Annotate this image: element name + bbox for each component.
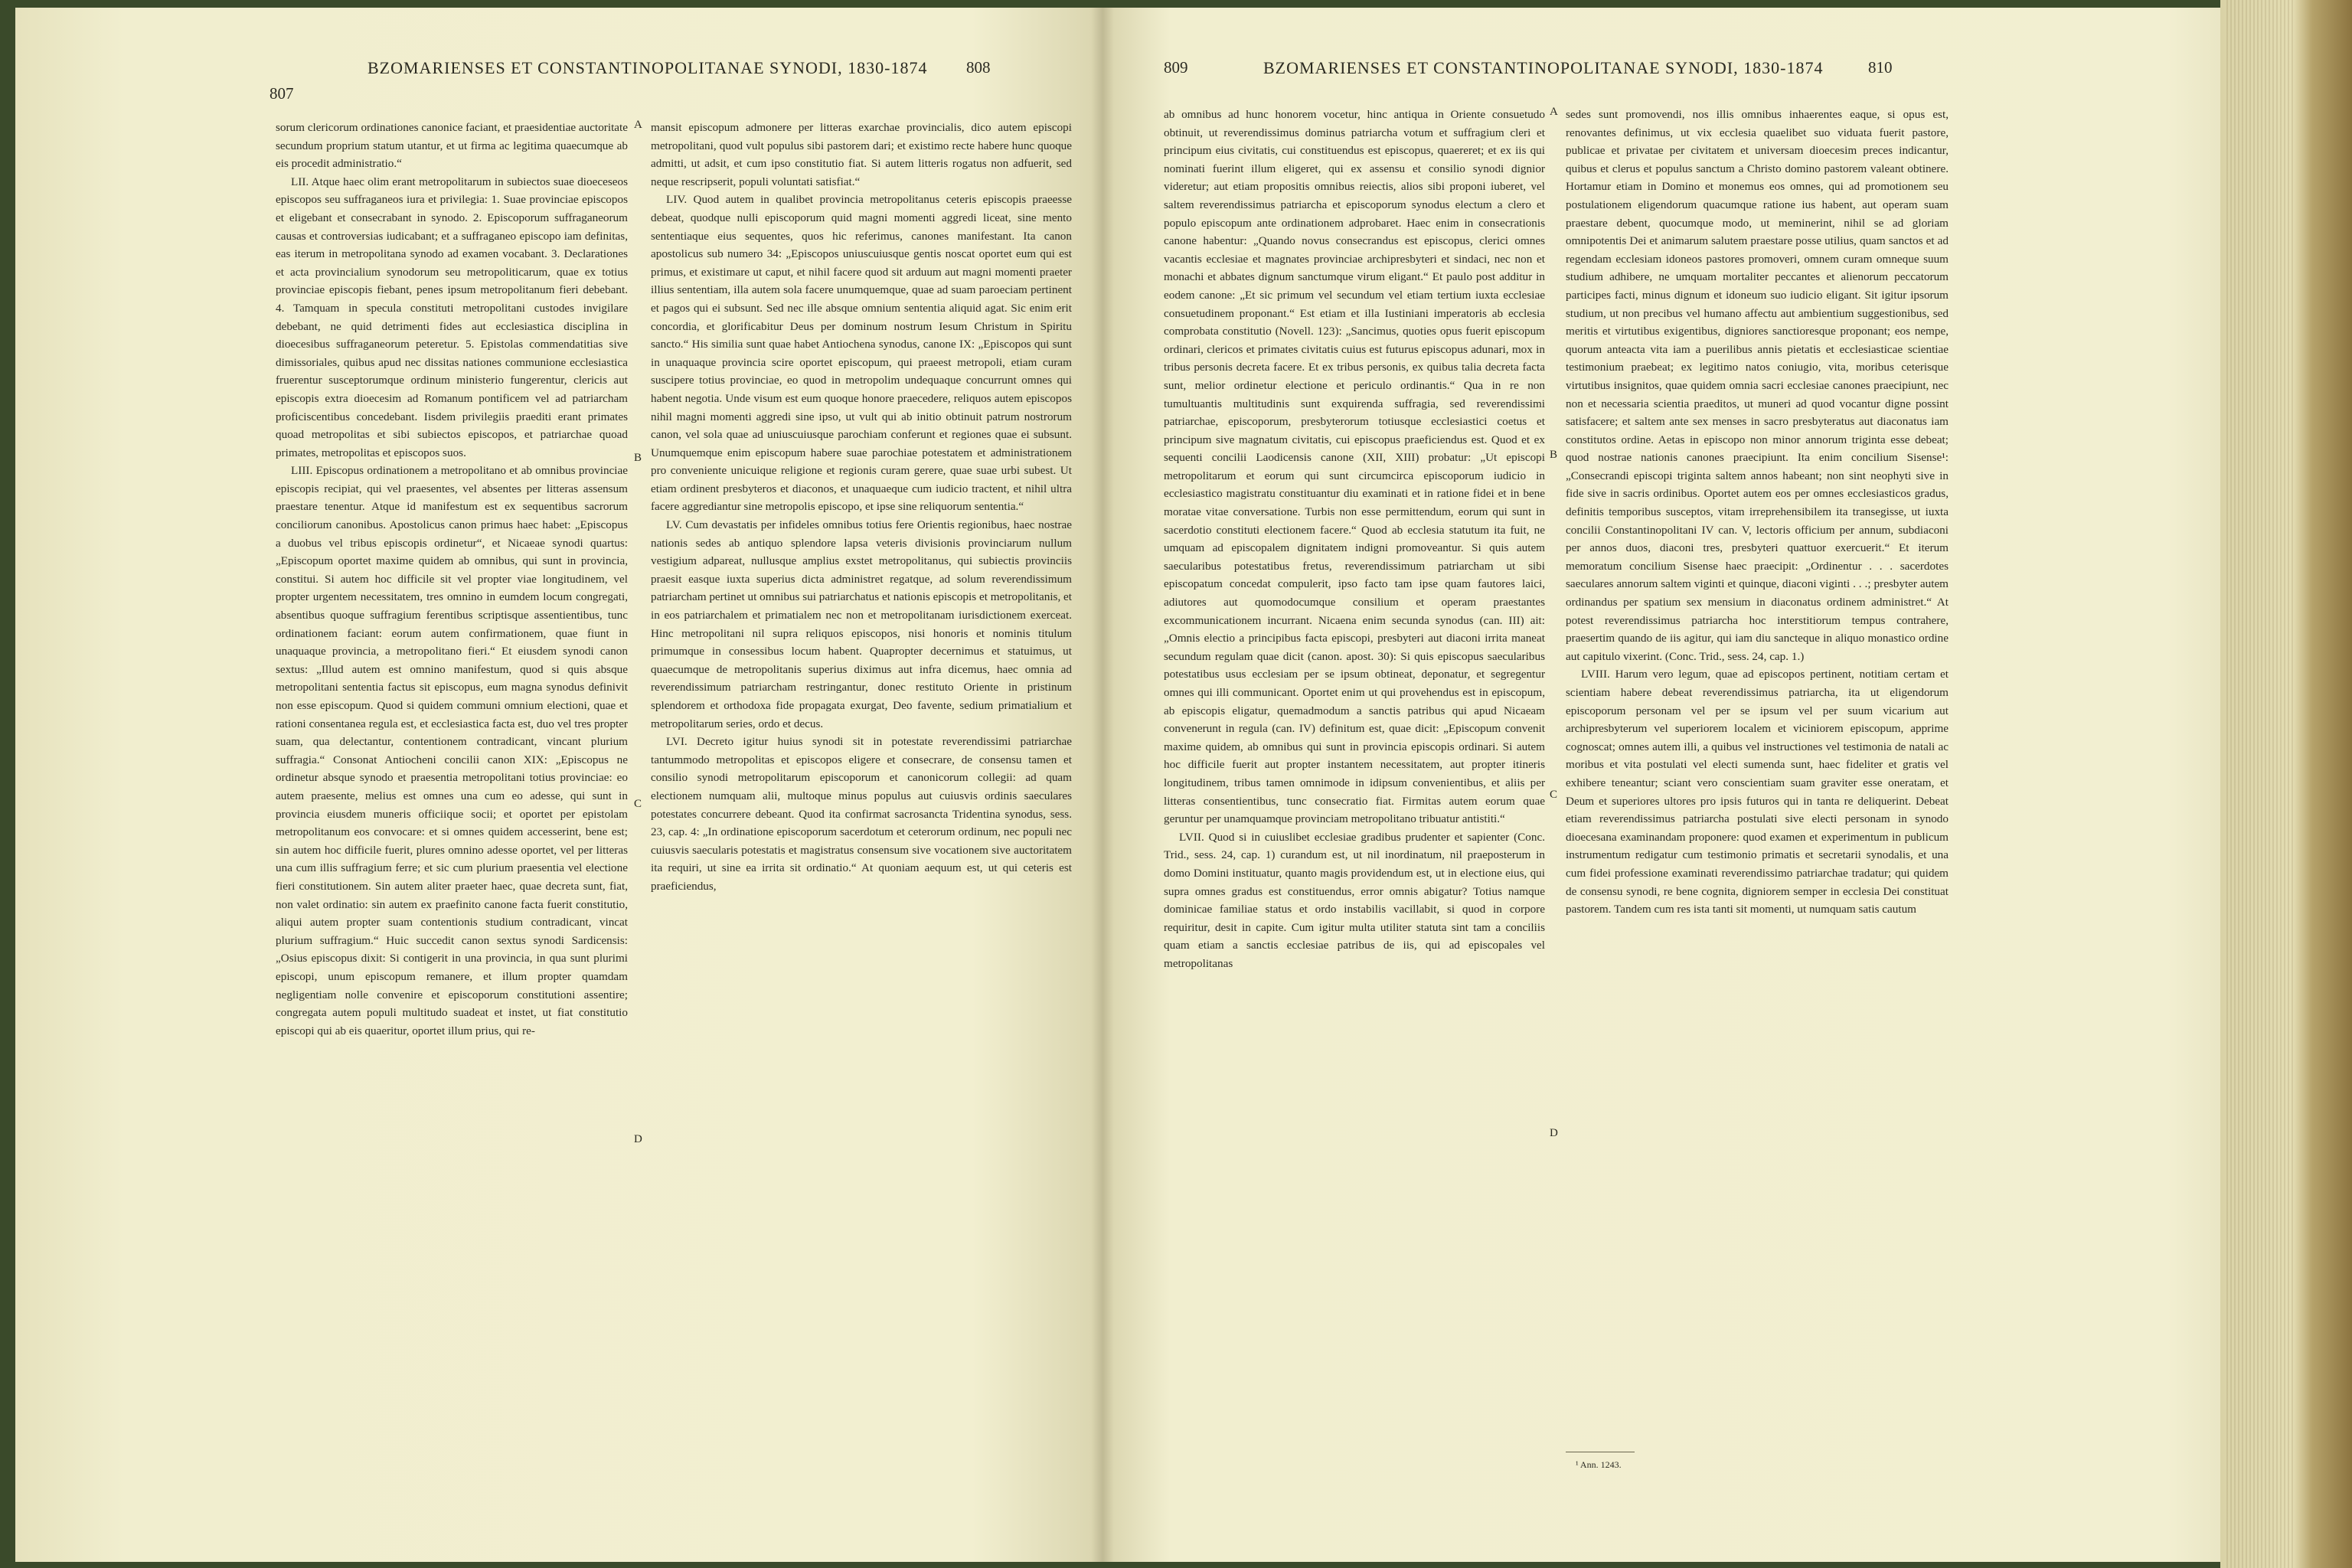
paragraph: LVI. Decreto igitur huius synodi sit in potestate reverendissimi patriarchae tantummodo metropolitas et episcopos eligere et consecrare, de consensu tamen et consilio synodi metropolitarum episcoporum et canonicorum collegii: ad quam electionem numquam alii, multoque minus populus aut cuiusvis ordinis saeculares potestates concurrere debeant. Quod ita confirmat sacrosancta Tridentina synodus, sess. 23, cap. 4: „In ordinatione episcoporum sacerdotum et ceterorum ordinum, nec populi nec cuiusvis saecularis potestatis et magistratus consensum sive vocationem sive auctoritatem ita requiri, ut sine ea irrita sit ordinatio.“ At quoniam aequum est, ut qui ceteris est praeficiendus, xyxy=(651,735,1072,893)
right-page xyxy=(1102,8,2236,1562)
margin-mark: B xyxy=(634,452,642,464)
page-number: 807 xyxy=(270,84,294,103)
paragraph: mansit episcopum admonere per litteras exarchae provincialis, dico autem episcopi metropolitani, quod vult populus sibi pastorem dari; et existimo recte habere hunc quoque admitti, ut adsit, et cum ipso constitutio fiat. Si autem litteris rogatus non adfuerit, sed neque rescripserit, populi voluntati satisfiat.“ xyxy=(651,121,1072,188)
margin-mark: D xyxy=(634,1133,642,1145)
left-page xyxy=(15,8,1102,1562)
margin-mark: C xyxy=(634,798,642,810)
running-head: BZOMARIENSES ET CONSTANTINOPOLITANAE SYNODI, 1830-1874 xyxy=(368,58,928,77)
running-head: BZOMARIENSES ET CONSTANTINOPOLITANAE SYNODI, 1830-1874 xyxy=(1263,58,1824,77)
page-number: 808 xyxy=(966,58,991,77)
page-edges xyxy=(2226,0,2295,1568)
margin-mark: C xyxy=(1550,789,1558,801)
page-number: 809 xyxy=(1164,58,1188,77)
margin-mark: D xyxy=(1550,1127,1558,1139)
book-spread xyxy=(15,0,2236,1568)
paragraph: LVIII. Harum vero legum, quae ad episcopos pertinent, notitiam certam et scientiam habere debeat reverendissimus patriarcha, ita ut eligendorum episcoporum personam vel per se ipsum vel per suum vicarium aut archipresbyterum vel superiorem localem et viciniorem episcopum, apprime cognoscat; omnes autem illi, a quibus vel instructiones vel testimonia de natali ac moribus et vita postulati vel electi sumenda sunt, haec fideliter et gratis vel exhibere teneantur; sciant vero conscientiam suam graviter esse oneratam, et Deum et superiores ultores pro ipsis futuros qui in tanta re deliquerint. Debeat etiam reverendissimus patriarcha postulati sive electi personam in synodo dioecesana examinandam proponere: quod examen et experimentum in publicum instrumentum redigatur cum testimonio primatis et secretarii synodalis, et una cum fidei professione examinati reverendissimo patriarchae tradatur; qui quidem de consensu synodi, re bene cognita, digniorem semper in ecclesia Dei constituat pastorem. Tandem cum res ista tanti sit momenti, ut numquam satis cautum xyxy=(1566,668,1949,916)
paragraph: LII. Atque haec olim erant metropolitarum in subiectos suae dioeceseos episcopos seu suffraganeos iura et privilegia: 1. Suae provinciae episcopos et eligebant et consecrabant in synodo. 2. Episcoporum suffraganeorum causas et controversias iudicabant; et a suffraganeo episcopo iam definitas, eas iterum in metropolitana synodo ad examen vocabant. 3. Declarationes et acta provincialium synodorum seu metropoliticarum, quae ex totius provinciae episcopis fiebant, penes ipsum metropolitanum fieri debebant. 4. Tamquam in specula constituti metropolitani custodes invigilare debebant, ne quid detrimenti fides aut ecclesiastica disciplina in dioecesibus suffraganeorum peteretur. 5. Epistolas commendatitias sive dimissoriales, quibus apud nec dissitas nationes communione ecclesiastica fruerentur susceptorumque ordinum ministerio fungerentur, clericis aut episcopis extra dioecesim ad Romanum pontificem vel ad patriarcham proficiscentibus concedebant. Iisdem privilegiis praediti erant primates quoad metropolitas et sibi subiectos episcopos, et patriarchae quoad primates, metropolitas et episcopos suos. xyxy=(276,175,628,459)
paragraph: LVII. Quod si in cuiuslibet ecclesiae gradibus prudenter et sapienter (Conc. Trid., sess. 24, cap. 1) curandum est, ut nil inordinatum, nil praeposterum in domo Domini instituatur, quanto magis providendum est, ut in electione eius, qui supra omnes gradus est constituendus, error omnis abigatur? Totius namque dominicae familiae status et ordo instabilis vacillabit, si quod in corpore requiritur, desit in capite. Cum igitur multa utiliter statuta sint tam a conciliis quam etiam a sanctis ecclesiae patribus de iis, qui ad episcopales vel metropolitanas xyxy=(1164,830,1545,970)
margin-mark: A xyxy=(634,119,642,131)
footnote: ¹ Ann. 1243. xyxy=(1576,1459,1622,1470)
margin-mark: A xyxy=(1550,106,1558,118)
paragraph: sorum clericorum ordinationes canonice faciant, et praesidentiae auctoritate secundum proprium statum utantur, et ut firma ac legitima quaecumque ab eis procedit administratio.“ xyxy=(276,121,628,171)
paragraph: ab omnibus ad hunc honorem vocetur, hinc antiqua in Oriente consuetudo obtinuit, ut reverendissimus dominus patriarcha votum et suffragium cleri et principum eius civitatis, cui constituendus est episcopus, quaereret; et ex iis qui nominati fuerint illum eligeret, qui ex assensu et consilio synodi dignior videretur; aut etiam propositis omnibus reiectis, alios sibi proponi iuberet, vel saltem reverendissimus patriarcha et episcoporum synodus electum a clero et populo episcopum ante ordinationem adprobaret. Haec enim in consecrationis canone habentur: „Quando novus consecrandus est episcopus, clerici omnes vacantis ecclesiae et magnates provinciae archipresbyteri et sindaci, nec non et monachi et abbates dignum sanctumque virum eligant.“ Et paulo post additur in eodem canone: „Et sic primum vel secundum vel etiam tertium iuxta ecclesiae consuetudinem proponant.“ Est etiam et illa Iustiniani imperatoris ab ecclesia comprobata constitutio (Novell. 123): „Sancimus, quoties opus fuerit episcopum ordinari, clericos et primates civitatis cuius est futurus episcopus adunari, mox in tribus personis decreta facere. Et ex tribus personis, ex quibus talia decreta facta sunt, melior ordinetur electione et periculo ordinantis.“ Qua in re non tumultuantis multitudinis sunt exquirenda suffragia, sed reverendissimi patriarchae, episcoporum, presbyterorum totiusque ecclesiastici coetus et principum sive magnatum civitatis, cui episcopus praeficiendus est. Quod et ex sequenti concilii Laodicensis canone (XII, XIII) probatur: „Ut episcopi metropolitarum et eorum qui sunt circumcirca episcoporum iudicio in ecclesiastico magistratu constituantur diu examinati et in ratione fidei et in bene moratae vitae conversatione. Turbis non esse permittendum, eorum qui sunt in sacerdotio constituti electionem facere.“ Quod ab ecclesia statutum ita fuit, ne umquam ad episcopalem dignitatem indigni promoveantur. Si quis autem saecularibus potestatibus fretus, reverendissimum patriarcham ut sibi episcopatum concedat compulerit, ipso facto tam ipse quam fautores laici, adiutores aut quomodocumque consilium et operam praestantes excommunicationem incurrant. Nicaena enim secunda synodus (can. III) ait: „Omnis electio a principibus facta episcopi, presbyteri aut diaconi irrita maneat secundum regulam quae dicit (canon. apost. 30): Si quis episcopus saecularibus potestatibus usus ecclesiam per se ipsum obtineat, deponatur, et segregentur omnes qui illi communicant. Oportet enim ut qui provehendus est in episcopum, ab episcopis eligatur, quemadmodum a sanctis patribus qui apud Nicaeam convenerunt in regula (can. IV) definitum est, quae dicit: „Episcopum convenit maxime quidem, ab omnibus qui sunt in provincia episcopis ordinari. Si autem hoc difficile fuerit aut propter instantem necessitatem, aut propter itineris longitudinem, tribus tamen omnimode in idipsum convenientibus, et aliis per litteras consentientibus, tunc consecratio fiat. Firmitas autem eorum quae geruntur per unamquamque provinciam metropolitano tribuatur antistiti.“ xyxy=(1164,108,1545,826)
margin-mark: B xyxy=(1550,449,1558,461)
page-number: 810 xyxy=(1868,58,1893,77)
paragraph: LIV. Quod autem in qualibet provincia metropolitanus ceteris episcopis praeesse debeat, quodque nulli episcoporum quid magni momenti aggredi liceat, sine mento sententiaque eius sequentes, quos hic referimus, canones manifestant. Ita canon apostolicus sub numero 34: „Episcopos uniuscuiusque gentis noscat oportet eum qui est primus, et existimare ut caput, et nihil facere quod sit arduum aut magni momenti praeter illius sententiam, illa autem sola facere unumquemque, quae ad suam paroeciam pertinent et pagos qui ei subsunt. Sed nec ille absque omnium sententia aliquid agat. Sic enim erit concordia, et glorificabitur Deus per dominum nostrum Iesum Christum in Spiritu sancto.“ His similia sunt quae habet Antiochena synodus, canone IX: „Episcopos qui sunt in unaquaque provincia scire oportet episcopum, qui praeest metropoli, etiam curam suscipere totius provinciae, eo quod in metropolim undequaque concurrunt omnes qui habent negotia. Unde visum est eum quoque honore praecedere, reliquos autem episcopos nihil magni momenti aggredi sine ipso, ut vult qui ab initio obtinuit patrum nostrorum canon, vel sola quae ad uniuscuiusque parochiam conferunt et regiones quae ei subsunt. Unumquemque enim episcopum habere suae parochiae potestatem et administrationem pro conveniente unicuique religione et regionis curam gerere, quae suae urbi subest. Ut etiam ordinent presbyteros et diaconos, et unaquaeque cum iudicio tractent, et nihil ultra facere aggrediantur sine metropolis episcopo, et ipse sine reliquorum sententia.“ xyxy=(651,193,1072,514)
paragraph: LV. Cum devastatis per infideles omnibus totius fere Orientis regionibus, haec nostrae nationis sedes ab antiquo splendore lapsa veteris divisionis provinciarum nullum vestigium adpareat, nullusque amplius exstet metropolitanus, qui subiectis provinciis praesit easque iuxta superius dicta administret regatque, ad solum reverendissimum patriarcham pertinet ut omnibus sui patriarchatus et nationis episcopis et metropolitanis, et in eos patriarchalem et primatialem nec non et metropolitanam iurisdictionem exerceat. Hinc metropolitani nil supra reliquos episcopos, nisi honoris et nominis titulum primumque in consessibus locum habent. Quapropter decernimus et statuimus, ut quaecumque de metropolitanis superius diximus aut infra dicemus, haec omnia ad reverendissimum patriarcham restringantur, donec restituto Oriente in pristinum splendorem et orthodoxa fide propagata exurgat, Deo favente, sedium primatialium et metropolitarum series, ordo et decus. xyxy=(651,518,1072,730)
gutter-shadow xyxy=(1091,8,1114,1562)
text-column-b xyxy=(1566,106,1949,919)
paragraph: LIII. Episcopus ordinationem a metropolitano et ab omnibus provinciae episcopis recipiat, qui vel praesentes, vel absentes per litteras assensum praestare tenentur. Atque id manifestum est ex sequentibus sacrorum conciliorum canonibus. Apostolicus canon primus haec habet: „Episcopus a duobus vel tribus episcopis ordinetur“, et Nicaeae synodi quartus: „Episcopum oportet maxime quidem ab omnibus, qui sunt in provincia, constitui. Si autem hoc difficile sit vel propter viae longitudinem, vel propter urgentem necessitatem, tres omnino in eumdem locum congregati, absentibus quoque suffragium ferentibus scriptisque assentientibus, tunc ordinationem faciant: eorum autem confirmationem, quae fiunt in unaquaque provincia, a metropolitano fieri.“ Et eiusdem synodi canon sextus: „Illud autem est omnino manifestum, quod si quis absque metropolitani sententia factus sit episcopus, eum magna synodus definivit non esse episcopum. Quod si quidem communi omnium electioni, quae et rationi consentanea regula est, et ecclesiastica facta est, duo vel tres propter suam, qua delectantur, contentionem contradicant, vincant plurium suffragia.“ Consonat Antiocheni concilii canon XIX: „Episcopus ne ordinetur absque synodo et praesentia metropolitani totius provinciae: eo autem praesente, melius est omnes una cum eo adesse, qui sunt in provincia eiusdem muneris officiique socii; et oportet per epistolam metropolitanum eos convocare: et si omnes quidem accesserint, bene est; sin autem hoc difficile fuerit, plures omnino adesse oportet, vel per litteras una cum illis suffragium ferre; et sic cum plurium praesentia vel electione fieri constitutionem. Sin autem aliter praeter haec, quae decreta sunt, fiat, non valet ordinatio: sin autem ex praefinito canone facta fuerit constitutio, aliqui autem propter suam contentionis studium contradicant, vincat plurium suffragium.“ Huic succedit canon sextus synodi Sardicensis: „Osius episcopus dixit: Si contigerit in una provincia, in qua sunt plurimi episcopi, unum episcopum remanere, et illum propter quamdam negligentiam nolle convenire et episcoporum constitutioni assentire; congregata autem populi multitudo suadeat et instet, ut fiat constitutio episcopi qui ab eis quaeritur, oportet illum prius, qui re- xyxy=(276,464,628,1037)
paragraph: sedes sunt promovendi, nos illis omnibus inhaerentes eaque, si opus est, renovantes definimus, ut vix ecclesia quaelibet suo viduata fuerit pastore, publicae et privatae per civitatem et universam dioecesim preces indicantur, quibus et clerus et populus sanctum a Christo domino pastorem valeant obtinere. Hortamur etiam in Domino et monemus eos omnes, qui ad promotionem seu postulationem eligendorum quacumque ratione ius habent, aut operam suam praestare debent, quocumque modo, ut meminerint, nihil se ad gloriam omnipotentis Dei et animarum salutem praestare posse utilius, quam sanctos et ad regendam ecclesiam idoneos pastores promoveri, omnem curam omneque suum studium adhibere, ne umquam mortaliter peccantes et alienorum peccatorum participes facti, minus dignum et idoneum suo iudicio eligant. Sit igitur ipsorum studium, ut non precibus vel humano affectu aut ambientium suggestionibus, sed meritis et virtutibus exigentibus, digniores sanctioresque proponant; eos nempe, quorum anteacta vita iam a puerilibus annis pietatis et ecclesiasticae scientiae testimonium praebeat; ex legitimo natos coniugio, vita, moribus ceterisque virtutibus insignitos, quae quidem omnia sacri ecclesiae canones praecipiunt, nec non et necessaria scientia praeditos, ut muneri ad quod vocantur digne possint satisfacere; et saltem ante sex menses in sacro presbyteratus aut diaconatus iam constitutos ordine. Aetas in episcopo non minor annorum triginta esse debeat; quod nostrae nationis canones praecipiunt. Ita enim concilium Sisense¹: „Consecrandi episcopi triginta saltem annos habeant; non sint neophyti sive in fide sive in sacris ordinibus. Oportet autem eos per omnes ecclesiasticos gradus, definitis temporibus susceptos, vitam irreprehensibilem ita transegisse, ut iuxta concilii Constantinopolitani IV can. V, lectoris officium per annum, subdiaconi per annos duos, diaconi tres, presbyteri quattuor exercuerit.“ Et iterum memoratum concilium Sisense haec praecipit: „Ordinentur . . . sacerdotes saeculares annorum saltem viginti et quinque, diaconi viginti . . .; presbyter autem ordinandus per spatium sex mensium in diaconatus ordinem administret.“ At potest reverendissimus patriarcha hoc interstitiorum tempus contrahere, praesertim quando de iis agitur, qui iam diu sancteque in aliquo monastico ordine aut capitulo vixerint. (Conc. Trid., sess. 24, cap. 1.) xyxy=(1566,108,1949,663)
text-column-a xyxy=(276,119,628,1040)
text-column-b xyxy=(651,119,1072,896)
text-column-a xyxy=(1164,106,1545,973)
